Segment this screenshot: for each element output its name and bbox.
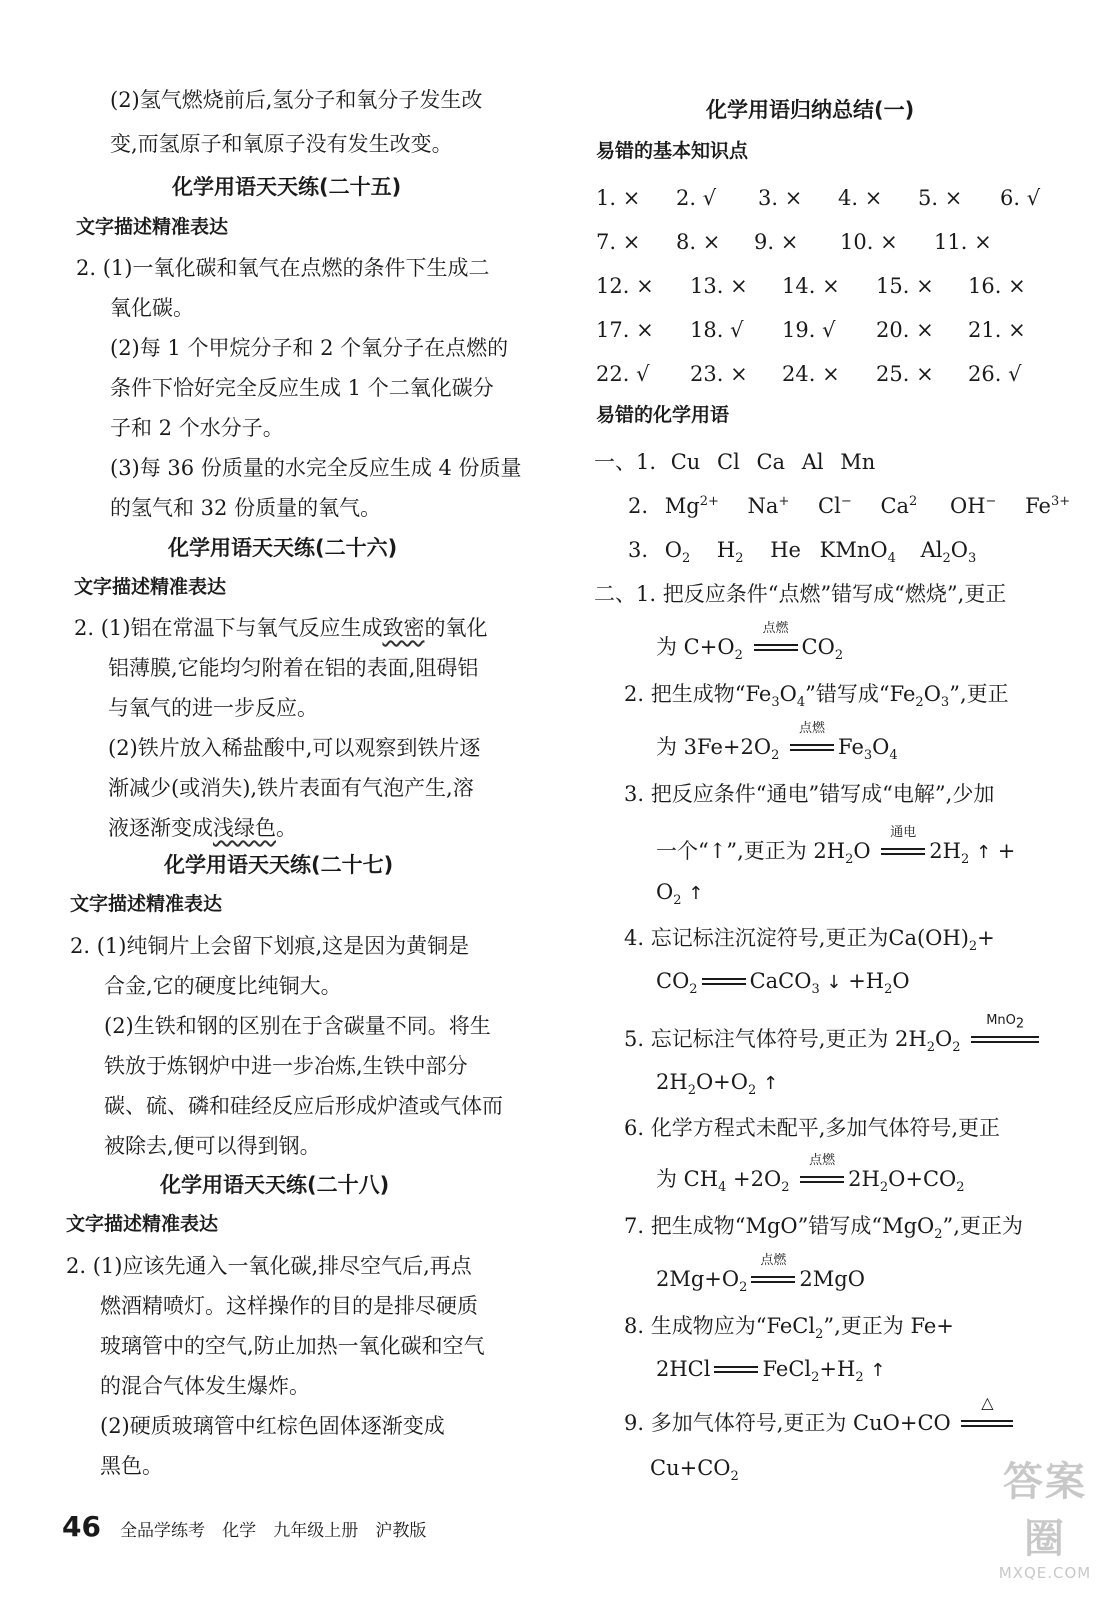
answer-item: 26. √ <box>968 362 1022 386</box>
answer-item: 2. √ <box>676 186 717 210</box>
equation-3-cont: $O_2$ ↑ <box>656 880 704 909</box>
reaction-condition: △ <box>981 1393 994 1412</box>
answer-item: 23. × <box>690 362 748 386</box>
text-line: 条件下恰好完全反应生成 1 个二氧化碳分 <box>110 376 494 400</box>
equation-2: 为 $3Fe+2O_2$ 点燃 $Fe_3O_4$ <box>656 721 898 764</box>
text-fragment: 2. (1)铝在常温下与氧气反应生成 <box>74 616 383 640</box>
section-title-26: 化学用语天天练(二十六) <box>168 536 398 560</box>
answer-item: 13. × <box>690 274 748 298</box>
reaction-sign <box>879 825 927 860</box>
correction-4: 4. 忘记标注沉淀符号,更正为$Ca(OH)_2+$ <box>624 926 995 955</box>
reaction-condition: 点燃 <box>799 721 826 736</box>
answer-item: 16. × <box>968 274 1026 298</box>
equation-7: $2Mg+O_2$ 点燃 2MgO <box>656 1253 865 1296</box>
answer-item: 24. × <box>782 362 840 386</box>
reaction-sign <box>959 1393 1015 1432</box>
answer-item: 12. × <box>596 274 654 298</box>
answer-item: 15. × <box>876 274 934 298</box>
text-line: 铝薄膜,它能均匀附着在铝的表面,阻碍铝 <box>108 656 479 680</box>
symbols-row-1 <box>594 452 875 473</box>
text-fragment: 一个“↑”,更正为 2H <box>656 839 846 863</box>
element-symbols: Cu Cl Ca Al Mn <box>670 450 876 474</box>
answer-item: 11. × <box>934 230 992 254</box>
answer-item: 18. √ <box>690 318 744 342</box>
item-label: 3. <box>628 538 649 562</box>
catalyst-label: MnO <box>986 1013 1016 1028</box>
reaction-condition: MnO$_2$ <box>986 1013 1025 1032</box>
correction-9 <box>624 1393 1017 1435</box>
footer-subject: 化学 <box>222 1521 257 1541</box>
answer-item: 17. × <box>596 318 654 342</box>
answer-item: 9. × <box>754 230 799 254</box>
equation-5: $2H_2O+O_2$ ↑ <box>656 1070 779 1099</box>
reaction-sign <box>788 721 836 756</box>
equation-6: 为 $CH_4 +2O_2$ 点燃 $2H_2O+CO_2$ <box>656 1153 965 1196</box>
text-line: (2)硬质玻璃管中红棕色固体逐渐变成 <box>100 1414 445 1438</box>
reaction-condition: 点燃 <box>762 621 789 636</box>
answer-item: 6. √ <box>1000 186 1041 210</box>
section-subtitle: 文字描述精准表达 <box>70 893 223 915</box>
section-title-27: 化学用语天天练(二十七) <box>164 853 394 877</box>
correction-6: 6. 化学方程式未配平,多加气体符号,更正 <box>624 1116 1001 1140</box>
symbols-row-2: 2. $Mg^{2+}$ Na+ Cl− Ca$^2$ OH− $Fe^{3+}$ <box>628 494 1071 518</box>
footer-grade: 九年级上册 <box>273 1521 359 1541</box>
item-label: 一、1. <box>594 450 657 474</box>
text-line: 合金,它的硬度比纯铜大。 <box>104 974 342 998</box>
correction-2: 2. 把生成物“$Fe_3O_4$”错写成“$Fe_2O_3$”,更正 <box>624 682 1009 711</box>
answer-item: 25. × <box>876 362 934 386</box>
section-title-28: 化学用语天天练(二十八) <box>160 1173 390 1197</box>
text-fragment: 为 3Fe+2O <box>656 735 772 759</box>
text-line: 玻璃管中的空气,防止加热一氧化碳和空气 <box>100 1334 485 1358</box>
text-fragment: 5. 忘记标注气体符号,更正为 2H <box>624 1027 927 1051</box>
summary-title: 化学用语归纳总结(一) <box>706 98 915 122</box>
text-line: 被除去,便可以得到钢。 <box>104 1134 321 1158</box>
reaction-sign <box>712 1358 760 1378</box>
wavy-underlined-text: 致密 <box>382 616 425 640</box>
answer-item: 4. × <box>838 186 883 210</box>
correction-1: 二、1. 把反应条件“点燃”错写成“燃烧”,更正 <box>594 582 1007 606</box>
section-subtitle: 文字描述精准表达 <box>74 576 227 598</box>
answer-item: 3. × <box>758 186 803 210</box>
watermark-text: 答案圈 <box>1003 1459 1087 1562</box>
text-line: (2)生铁和钢的区别在于含碳量不同。将生 <box>104 1014 491 1038</box>
answer-item: 7. × <box>596 230 641 254</box>
text-fragment: ”,更正为 <box>942 1214 1023 1238</box>
text-fragment: 7. 把生成物“MgO”错写成“MgO <box>624 1214 935 1238</box>
reaction-sign <box>969 1013 1041 1048</box>
page-footer <box>62 1510 438 1543</box>
text-line: 的氢气和 32 份质量的氧气。 <box>110 496 382 520</box>
text-fragment: 。 <box>276 816 297 840</box>
text-line: 2. (1)纯铜片上会留下划痕,这是因为黄铜是 <box>70 934 470 958</box>
text-fragment: 为 CH <box>656 1167 719 1191</box>
text-line: 铁放于炼钢炉中进一步冶炼,生铁中部分 <box>104 1054 468 1078</box>
reaction-condition: 点燃 <box>760 1253 787 1268</box>
answer-item: 21. × <box>968 318 1026 342</box>
reaction-sign <box>700 970 748 990</box>
section-subtitle: 易错的基本知识点 <box>596 140 749 162</box>
reaction-sign <box>798 1153 846 1188</box>
correction-7: 7. 把生成物“MgO”错写成“MgO$_2$”,更正为 <box>624 1214 1023 1243</box>
correction-5: 5. 忘记标注气体符号,更正为 $2H_2O_2$ MnO$_2$ <box>624 1028 1043 1050</box>
watermark-logo <box>990 1450 1100 1582</box>
text-fragment: ”,更正为 Fe+ <box>823 1314 954 1338</box>
text-fragment: 2. 把生成物“Fe <box>624 682 772 706</box>
text-line: 的混合气体发生爆炸。 <box>100 1374 310 1398</box>
text-fragment: 液逐渐变成 <box>108 816 213 840</box>
answer-item: 14. × <box>782 274 840 298</box>
text-fragment: 8. 生成物应为“FeCl <box>624 1314 816 1338</box>
text-line: 燃酒精喷灯。这样操作的目的是排尽硬质 <box>100 1294 478 1318</box>
watermark-url: MXQE.COM <box>998 1564 1092 1582</box>
answer-item: 19. √ <box>782 318 836 342</box>
item-label: 2. <box>628 494 649 518</box>
section-subtitle: 易错的化学用语 <box>596 404 730 426</box>
text-fragment: 的氧化 <box>424 616 488 640</box>
text-line: 2. (1)一氧化碳和氧气在点燃的条件下生成二 <box>76 256 490 280</box>
text-line: 2. (1)应该先通入一氧化碳,排尽空气后,再点 <box>66 1254 472 1278</box>
text-line: (2)铁片放入稀盐酸中,可以观察到铁片逐 <box>108 736 481 760</box>
text-line: 渐减少(或消失),铁片表面有气泡产生,溶 <box>108 776 474 800</box>
text-line: 黑色。 <box>100 1454 163 1478</box>
section-subtitle: 文字描述精准表达 <box>76 216 229 238</box>
equation-4: $CO_2$ CaCO$_3$ ↓ $+H_2O$ <box>656 969 910 998</box>
answer-item: 1. × <box>596 186 641 210</box>
reaction-sign <box>752 621 800 656</box>
text-line <box>74 618 487 639</box>
text-line: (2)氢气燃烧前后,氢分子和氧分子发生改 <box>110 88 483 112</box>
correction-3: 3. 把反应条件“通电”错写成“电解”,少加 <box>624 782 995 806</box>
answer-item: 8. × <box>676 230 721 254</box>
text-line: 变,而氢原子和氧原子没有发生改变。 <box>110 132 453 156</box>
answer-item: 5. × <box>918 186 963 210</box>
text-fragment: 为 C+O <box>656 635 735 659</box>
wavy-underlined-text: 浅绿色 <box>213 816 276 840</box>
text-line: (2)每 1 个甲烷分子和 2 个氧分子在点燃的 <box>110 336 509 360</box>
symbols-row-3: 3. $O_2$ $H_2$ He KMnO$_4$ $Al_2O_3$ <box>628 538 977 567</box>
answer-item: 10. × <box>840 230 898 254</box>
correction-8: 8. 生成物应为“FeCl$_2$”,更正为 Fe+ <box>624 1314 954 1343</box>
text-fragment: 9. 多加气体符号,更正为 CuO+CO <box>624 1411 951 1435</box>
section-subtitle: 文字描述精准表达 <box>66 1213 219 1235</box>
equation-1: 为 $C+O_2$ 点燃 $CO_2$ <box>656 621 844 664</box>
text-line: (3)每 36 份质量的水完全反应生成 4 份质量 <box>110 456 522 480</box>
page-number: 46 <box>62 1510 101 1543</box>
reaction-sign <box>749 1253 797 1288</box>
answer-item: 22. √ <box>596 362 650 386</box>
text-line: 氧化碳。 <box>110 296 194 320</box>
section-title-25: 化学用语天天练(二十五) <box>172 175 402 199</box>
footer-edition: 沪教版 <box>375 1521 427 1541</box>
text-fragment: ”错写成“Fe <box>805 682 916 706</box>
footer-brand: 全品学练考 <box>120 1521 206 1541</box>
reaction-condition: 点燃 <box>809 1153 836 1168</box>
answer-item: 20. × <box>876 318 934 342</box>
text-line: 碳、硫、磷和硅经反应后形成炉渣或气体而 <box>104 1094 503 1118</box>
reaction-condition: 通电 <box>890 825 917 840</box>
text-fragment: ”,更正 <box>949 682 1009 706</box>
equation-9: $Cu+CO_2$ <box>650 1456 739 1485</box>
text-fragment: 4. 忘记标注沉淀符号,更正为Ca(OH) <box>624 926 969 950</box>
text-line <box>108 818 297 839</box>
text-line: 子和 2 个水分子。 <box>110 416 284 440</box>
equation-8: 2HCl $FeCl_2+H_2$ ↑ <box>656 1357 886 1386</box>
equation-3: 一个“↑”,更正为 $2H_2O$ 通电 $2H_2$ ↑ + <box>656 825 1016 868</box>
text-line: 与氧气的进一步反应。 <box>108 696 318 720</box>
